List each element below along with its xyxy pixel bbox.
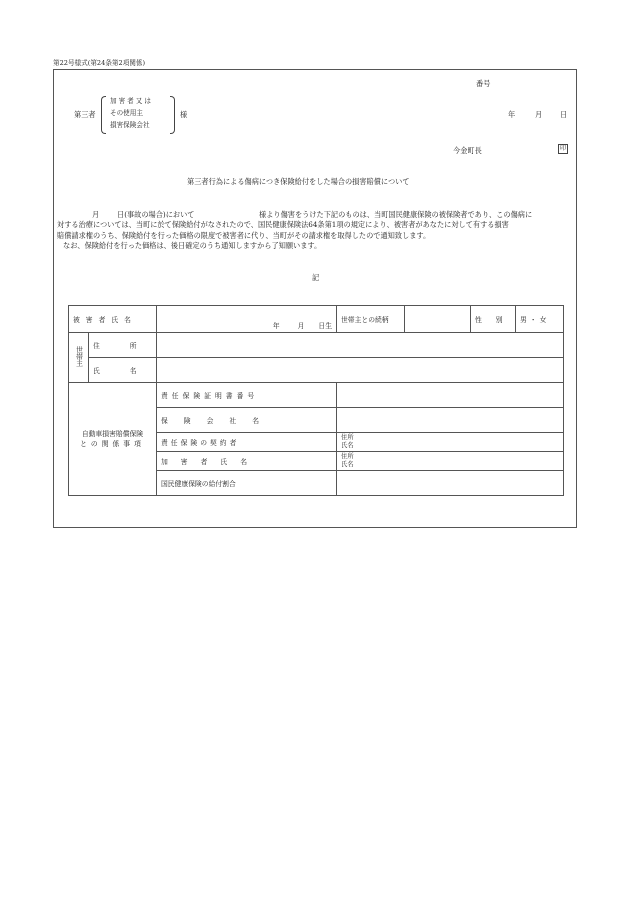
- auto-insurance-label: 自動車損害賠償保険 との関係事項: [69, 383, 157, 496]
- householder-name-field[interactable]: [157, 358, 564, 383]
- number-label: 番号: [476, 79, 491, 88]
- contractor-field[interactable]: 住所 氏名: [337, 433, 564, 452]
- householder-name-row: [69, 358, 564, 383]
- insurance-company-label: 保険会社名: [157, 408, 337, 433]
- sex-label: 性別: [471, 306, 516, 333]
- seal-stamp: 印: [559, 145, 566, 152]
- relation-label: 世帯主との続柄: [337, 306, 405, 333]
- victim-name-field[interactable]: 年 月 日生: [157, 306, 337, 333]
- cert-no-row: [69, 383, 564, 408]
- body-month: 月: [92, 210, 100, 219]
- assailant-label: 加害者氏名: [157, 452, 337, 471]
- left-brace: [101, 96, 106, 134]
- body-line-3: 賠償請求権のうち、保険給付を行った価格の限度で被害者に代り、当町がその請求権を取得したので通知致します。: [57, 231, 431, 240]
- cert-no-label: 責任保険証明書番号: [157, 383, 337, 408]
- sex-options[interactable]: 男・女: [516, 306, 564, 333]
- addressee-suffix: 様: [180, 110, 188, 119]
- victim-row: [69, 306, 564, 333]
- body-line-4: なお、保険給付を行った価格は、後日確定のうち通知しますから了知願います。: [63, 241, 322, 250]
- cert-no-field[interactable]: [337, 383, 564, 408]
- addressee-line-2: その使用主: [110, 109, 143, 117]
- right-brace: [170, 96, 175, 134]
- victim-name-label: 被害者氏名: [69, 306, 157, 333]
- body-line-1: 様より傷害をうけた下記のものは、当町国民健康保険の被保険者であり、この傷病に: [259, 210, 533, 219]
- ki-mark: 記: [312, 273, 320, 282]
- contractor-label: 責任保険の契約者: [157, 433, 337, 452]
- benefit-ratio-field[interactable]: [337, 471, 564, 496]
- householder-name-label: 氏名: [89, 358, 157, 383]
- date-month: 月: [535, 110, 543, 119]
- householder-address-label: 住所: [89, 333, 157, 358]
- householder-address-row: [69, 333, 564, 358]
- issuer: 今金町長: [453, 146, 482, 155]
- document-title: 第三者行為による傷病につき保険給付をした場合の損害賠償について: [187, 177, 410, 186]
- relation-field[interactable]: [405, 306, 471, 333]
- form-reference: 第22号様式(第24条第2項関係): [53, 59, 146, 67]
- insurance-company-field[interactable]: [337, 408, 564, 433]
- householder-address-field[interactable]: [157, 333, 564, 358]
- details-table: [68, 305, 564, 496]
- body-day-case: 日(事故の場合)において: [117, 210, 195, 219]
- addressee-line-1: 加害者又は: [110, 97, 153, 105]
- householder-label: 世帯主: [69, 333, 89, 383]
- date-day: 日: [560, 110, 568, 119]
- benefit-ratio-label: 国民健康保険の給付割合: [157, 471, 337, 496]
- addressee-prefix: 第三者: [74, 110, 96, 119]
- addressee-line-3: 損害保険会社: [110, 121, 150, 129]
- body-line-2: 対する治療については、当町に於て保険給付がなされたので、国民健康保険法64条第1項の規定により、被害者があなたに対して有する損害: [57, 220, 509, 229]
- date-year: 年: [508, 110, 516, 119]
- assailant-field[interactable]: 住所 氏名: [337, 452, 564, 471]
